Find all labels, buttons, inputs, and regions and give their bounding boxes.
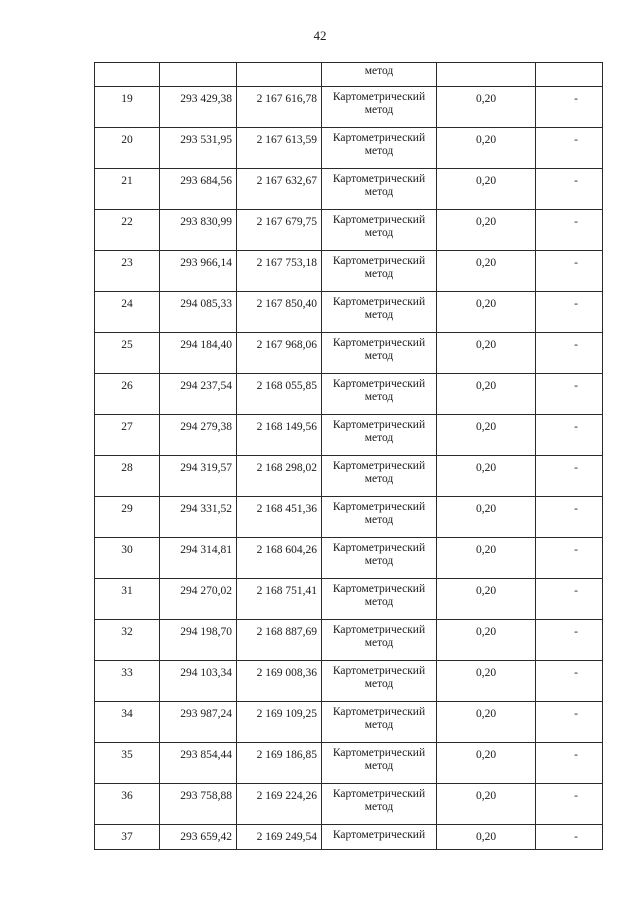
cell-note-text: -: [574, 790, 578, 802]
cell-note: [536, 415, 603, 456]
cell-y: [237, 415, 322, 456]
cell-note-text: -: [574, 749, 578, 761]
table-row: [95, 374, 603, 415]
cell-method: [322, 87, 437, 128]
cell-note: [536, 333, 603, 374]
cell-method-text: Картометрический метод: [332, 91, 426, 116]
cell-accuracy: [437, 210, 536, 251]
cell-accuracy: [437, 128, 536, 169]
cell-y-text: 2 167 968,06: [256, 339, 317, 351]
cell-accuracy-text: 0,20: [475, 216, 497, 228]
cell-y-text: 2 167 753,18: [256, 257, 317, 269]
cell-number-text: 29: [121, 503, 133, 515]
cell-x-text: 293 854,44: [180, 749, 232, 761]
cell-number: [95, 128, 160, 169]
cell-method: [322, 128, 437, 169]
cell-number-text: 19: [121, 93, 133, 105]
cell-y: [237, 333, 322, 374]
cell-number-text: 35: [121, 749, 133, 761]
cell-note: [536, 251, 603, 292]
cell-accuracy: [437, 374, 536, 415]
cell-x: [160, 743, 237, 784]
table-row: [95, 784, 603, 825]
cell-note: [536, 128, 603, 169]
cell-number: [95, 456, 160, 497]
cell-accuracy-text: 0,20: [475, 462, 497, 474]
cell-x: [160, 251, 237, 292]
cell-number: [95, 415, 160, 456]
cell-accuracy-text: 0,20: [475, 380, 497, 392]
cell-number-text: 20: [121, 134, 133, 146]
cell-number: [95, 661, 160, 702]
cell-y: [237, 538, 322, 579]
cell-y-text: 2 168 298,02: [256, 462, 317, 474]
cell-x-text: 294 184,40: [180, 339, 232, 351]
cell-x: [160, 210, 237, 251]
cell-x-text: 293 758,88: [180, 790, 232, 802]
cell-y: [237, 210, 322, 251]
cell-method-text: Картометрический метод: [332, 542, 426, 567]
cell-method: [322, 661, 437, 702]
coordinates-table-body: [95, 63, 603, 850]
cell-x: [160, 579, 237, 620]
cell-accuracy: [437, 169, 536, 210]
cell-y: [237, 497, 322, 538]
cell-note: [536, 292, 603, 333]
cell-note-text: -: [574, 421, 578, 433]
cell-x-text: 293 531,95: [180, 134, 232, 146]
cell-method: [322, 251, 437, 292]
cell-method: [322, 702, 437, 743]
cell-accuracy-text: 0,20: [475, 93, 497, 105]
cell-number: [95, 87, 160, 128]
cell-accuracy: [437, 497, 536, 538]
cell-method-text: Картометрический метод: [332, 132, 426, 157]
cell-note: [536, 743, 603, 784]
cell-y: [237, 169, 322, 210]
cell-y: [237, 87, 322, 128]
cell-note-text: -: [574, 462, 578, 474]
cell-x-text: 293 684,56: [180, 175, 232, 187]
cell-method: [322, 333, 437, 374]
cell-x: [160, 415, 237, 456]
cell-accuracy-text: 0,20: [475, 626, 497, 638]
cell-accuracy-text: 0,20: [475, 790, 497, 802]
cell-number: [95, 702, 160, 743]
table-row: [95, 210, 603, 251]
cell-note-text: -: [574, 380, 578, 392]
cell-y-text: 2 169 249,54: [256, 831, 317, 843]
table-row: [95, 251, 603, 292]
cell-accuracy: [437, 538, 536, 579]
cell-note-text: -: [574, 257, 578, 269]
cell-method: [322, 825, 437, 850]
cell-number: [95, 210, 160, 251]
cell-accuracy: [437, 456, 536, 497]
cell-accuracy: [437, 743, 536, 784]
cell-y-text: 2 167 850,40: [256, 298, 317, 310]
cell-note-text: -: [574, 503, 578, 515]
cell-x-text: 294 319,57: [180, 462, 232, 474]
cell-number-text: 31: [121, 585, 133, 597]
cell-number: [95, 169, 160, 210]
cell-y: [237, 128, 322, 169]
cell-note: [536, 169, 603, 210]
table-row: [95, 415, 603, 456]
cell-x-text: 294 085,33: [180, 298, 232, 310]
cell-accuracy-text: 0,20: [475, 585, 497, 597]
cell-y-text: 2 168 451,36: [256, 503, 317, 515]
cell-x: [160, 169, 237, 210]
cell-note: [536, 661, 603, 702]
cell-method-text: Картометрический метод: [332, 665, 426, 690]
table-row: [95, 702, 603, 743]
cell-x: [160, 784, 237, 825]
cell-method-text: Картометрический метод: [332, 378, 426, 403]
cell-note: [536, 702, 603, 743]
cell-number-text: 32: [121, 626, 133, 638]
table-row: [95, 538, 603, 579]
cell-y: [237, 661, 322, 702]
cell-accuracy-text: 0,20: [475, 421, 497, 433]
cell-y-text: 2 168 149,56: [256, 421, 317, 433]
cell-x: [160, 825, 237, 850]
cell-x-text: 294 314,81: [180, 544, 232, 556]
cell-number-text: 30: [121, 544, 133, 556]
cell-note-text: -: [574, 216, 578, 228]
table-row: [95, 87, 603, 128]
cell-x-text: 293 966,14: [180, 257, 232, 269]
table-row: [95, 292, 603, 333]
cell-number: [95, 497, 160, 538]
cell-x-text: 294 198,70: [180, 626, 232, 638]
cell-y: [237, 292, 322, 333]
cell-accuracy: [437, 333, 536, 374]
cell-method-text: Картометрический метод: [332, 296, 426, 321]
page-number: 42: [313, 28, 327, 43]
coordinates-table: [94, 62, 603, 850]
cell-accuracy-text: 0,20: [475, 298, 497, 310]
cell-note: [536, 538, 603, 579]
cell-number-text: 28: [121, 462, 133, 474]
cell-accuracy: [437, 620, 536, 661]
cell-note-text: -: [574, 93, 578, 105]
cell-method-text: Картометрический метод: [332, 583, 426, 608]
cell-x: [160, 87, 237, 128]
cell-x: [160, 63, 237, 87]
cell-y: [237, 620, 322, 661]
cell-accuracy-text: 0,20: [475, 667, 497, 679]
cell-y-text: 2 169 008,36: [256, 667, 317, 679]
cell-method: [322, 579, 437, 620]
cell-method: [322, 784, 437, 825]
cell-method: [322, 169, 437, 210]
cell-x-text: 294 103,34: [180, 667, 232, 679]
cell-x: [160, 374, 237, 415]
cell-y: [237, 579, 322, 620]
cell-method-text: Картометрический метод: [332, 419, 426, 444]
cell-accuracy: [437, 251, 536, 292]
table-row: [95, 128, 603, 169]
cell-x: [160, 128, 237, 169]
cell-y-text: 2 169 224,26: [256, 790, 317, 802]
cell-x: [160, 620, 237, 661]
cell-note-text: -: [574, 626, 578, 638]
cell-note-text: -: [574, 134, 578, 146]
cell-note-text: -: [574, 339, 578, 351]
cell-note-text: -: [574, 585, 578, 597]
cell-x: [160, 292, 237, 333]
cell-number-text: 37: [121, 831, 133, 843]
cell-note: [536, 210, 603, 251]
cell-number: [95, 538, 160, 579]
cell-note: [536, 620, 603, 661]
table-row: [95, 333, 603, 374]
cell-y: [237, 251, 322, 292]
cell-y-text: 2 167 613,59: [256, 134, 317, 146]
cell-method: [322, 538, 437, 579]
cell-number: [95, 825, 160, 850]
cell-y-text: 2 168 887,69: [256, 626, 317, 638]
cell-number-text: 24: [121, 298, 133, 310]
cell-y: [237, 743, 322, 784]
cell-y-text: 2 167 632,67: [256, 175, 317, 187]
cell-x: [160, 333, 237, 374]
cell-note-text: -: [574, 298, 578, 310]
cell-number: [95, 251, 160, 292]
table-row: [95, 661, 603, 702]
cell-accuracy: [437, 415, 536, 456]
cell-y-text: 2 167 616,78: [256, 93, 317, 105]
table-row: [95, 169, 603, 210]
cell-note: [536, 63, 603, 87]
cell-x-text: 294 237,54: [180, 380, 232, 392]
table-row: [95, 497, 603, 538]
table-row: [95, 620, 603, 661]
cell-accuracy-text: 0,20: [475, 708, 497, 720]
table-row: [95, 743, 603, 784]
cell-y-text: 2 167 679,75: [256, 216, 317, 228]
cell-accuracy: [437, 87, 536, 128]
cell-number-text: 33: [121, 667, 133, 679]
cell-accuracy-text: 0,20: [475, 503, 497, 515]
cell-accuracy: [437, 63, 536, 87]
cell-number-text: 23: [121, 257, 133, 269]
cell-method-text: Картометрический: [332, 829, 426, 841]
table-row: [95, 456, 603, 497]
cell-number: [95, 333, 160, 374]
cell-number-text: 27: [121, 421, 133, 433]
cell-method: [322, 497, 437, 538]
cell-x-text: 293 830,99: [180, 216, 232, 228]
cell-note-text: -: [574, 667, 578, 679]
cell-number: [95, 743, 160, 784]
cell-method-text: Картометрический метод: [332, 788, 426, 813]
cell-accuracy: [437, 702, 536, 743]
cell-number-text: 22: [121, 216, 133, 228]
cell-y-text: 2 169 186,85: [256, 749, 317, 761]
cell-y-text: 2 168 055,85: [256, 380, 317, 392]
cell-method-text: Картометрический метод: [332, 173, 426, 198]
cell-method: [322, 456, 437, 497]
cell-accuracy-text: 0,20: [475, 134, 497, 146]
cell-x-text: 294 270,02: [180, 585, 232, 597]
cell-y-text: 2 169 109,25: [256, 708, 317, 720]
cell-number: [95, 292, 160, 333]
cell-y-text: 2 168 751,41: [256, 585, 317, 597]
cell-accuracy: [437, 784, 536, 825]
cell-number: [95, 374, 160, 415]
cell-note: [536, 784, 603, 825]
cell-note: [536, 374, 603, 415]
cell-method: [322, 743, 437, 784]
cell-x: [160, 702, 237, 743]
cell-accuracy: [437, 825, 536, 850]
cell-number-text: 21: [121, 175, 133, 187]
cell-y: [237, 784, 322, 825]
cell-x: [160, 538, 237, 579]
cell-method: [322, 620, 437, 661]
cell-number-text: 34: [121, 708, 133, 720]
cell-method: [322, 210, 437, 251]
cell-note: [536, 825, 603, 850]
method-text: метод: [364, 65, 394, 77]
cell-accuracy-text: 0,20: [475, 749, 497, 761]
cell-x: [160, 497, 237, 538]
cell-number-text: 36: [121, 790, 133, 802]
cell-method-text: Картометрический метод: [332, 501, 426, 526]
cell-note: [536, 87, 603, 128]
cell-method: [322, 63, 437, 87]
cell-y: [237, 63, 322, 87]
cell-number: [95, 784, 160, 825]
cell-method-text: Картометрический метод: [332, 706, 426, 731]
cell-note-text: -: [574, 831, 578, 843]
cell-method-text: Картометрический метод: [332, 624, 426, 649]
cell-method: [322, 374, 437, 415]
table-row: [95, 825, 603, 850]
cell-y: [237, 456, 322, 497]
table-row-continuation: [95, 63, 603, 87]
cell-method-text: Картометрический метод: [332, 747, 426, 772]
cell-note: [536, 497, 603, 538]
cell-method-text: Картометрический метод: [332, 214, 426, 239]
cell-x-text: 293 987,24: [180, 708, 232, 720]
cell-x-text: 294 331,52: [180, 503, 232, 515]
cell-accuracy: [437, 579, 536, 620]
table-row: [95, 579, 603, 620]
cell-number: [95, 579, 160, 620]
cell-x: [160, 661, 237, 702]
cell-accuracy: [437, 292, 536, 333]
cell-y-text: 2 168 604,26: [256, 544, 317, 556]
cell-note: [536, 456, 603, 497]
cell-accuracy: [437, 661, 536, 702]
cell-note-text: -: [574, 544, 578, 556]
cell-accuracy-text: 0,20: [475, 175, 497, 187]
cell-accuracy-text: 0,20: [475, 339, 497, 351]
cell-method-text: Картометрический метод: [332, 460, 426, 485]
cell-note-text: -: [574, 175, 578, 187]
cell-method: [322, 292, 437, 333]
cell-note: [536, 579, 603, 620]
cell-note-text: -: [574, 708, 578, 720]
cell-method-text: Картометрический метод: [332, 337, 426, 362]
cell-y: [237, 702, 322, 743]
cell-method-text: Картометрический метод: [332, 255, 426, 280]
cell-x-text: 294 279,38: [180, 421, 232, 433]
cell-x: [160, 456, 237, 497]
cell-number-text: 25: [121, 339, 133, 351]
cell-accuracy-text: 0,20: [475, 544, 497, 556]
cell-method: [322, 415, 437, 456]
cell-accuracy-text: 0,20: [475, 257, 497, 269]
cell-number: [95, 63, 160, 87]
cell-number: [95, 620, 160, 661]
cell-number-text: 26: [121, 380, 133, 392]
cell-y: [237, 374, 322, 415]
cell-y: [237, 825, 322, 850]
cell-x-text: 293 429,38: [180, 93, 232, 105]
cell-x-text: 293 659,42: [180, 831, 232, 843]
cell-accuracy-text: 0,20: [475, 831, 497, 843]
